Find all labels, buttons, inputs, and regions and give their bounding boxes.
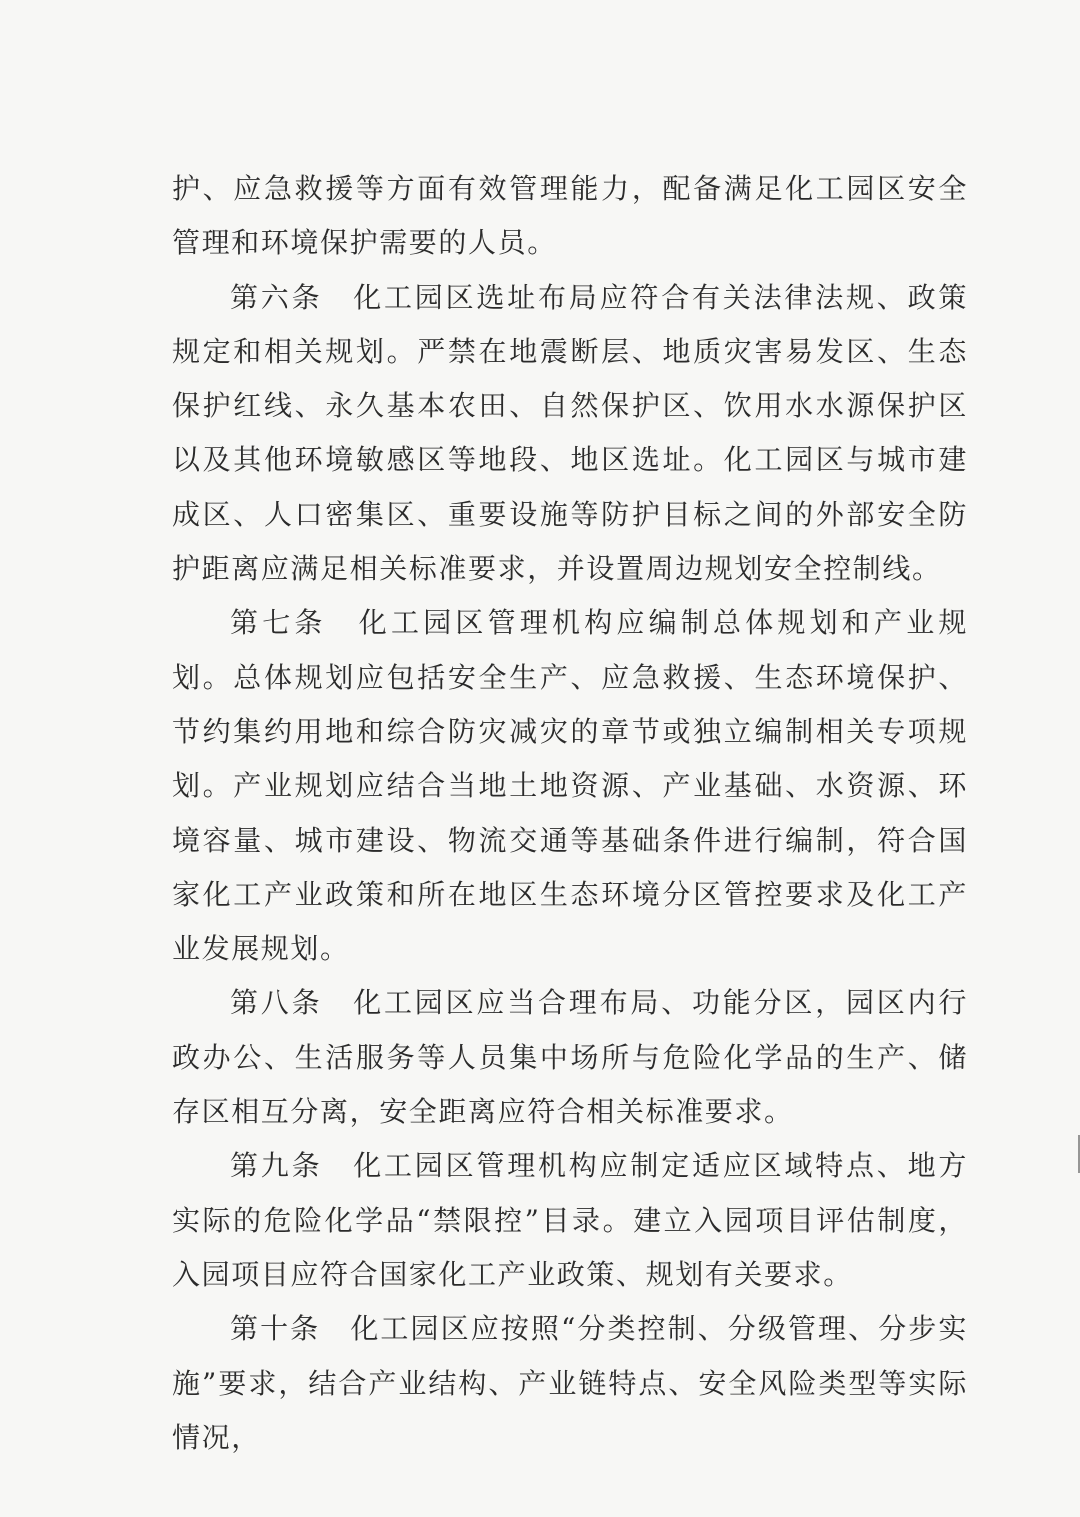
paragraph-article-7: 第七条 化工园区管理机构应编制总体规划和产业规划。总体规划应包括安全生产、应急救援、生态环境保护、节约集约用地和综合防灾减灾的章节或独立编制相关专项规划。产业规划应结合当地土地资源、产业基础、水资源、环境容量、城市建设、物流交通等基础条件进行编制，符合国家化工产业政策和所在地区生态环境分区管控要求及化工产业发展规划。 [172, 606, 968, 966]
paragraph-article-8: 第八条 化工园区应当合理布局、功能分区，园区内行政办公、生活服务等人员集中场所与危险化学品的生产、储存区相互分离，安全距离应符合相关标准要求。 [172, 986, 968, 1129]
paragraph-article-10: 第十条 化工园区应按照“分类控制、分级管理、分步实施”要求，结合产业结构、产业链特点、安全风险类型等实际情况， [172, 1312, 968, 1454]
paragraph-continuation: 护、应急救援等方面有效管理能力，配备满足化工园区安全管理和环境保护需要的人员。 [172, 172, 968, 260]
paragraph-article-6: 第六条 化工园区选址布局应符合有关法律法规、政策规定和相关规划。严禁在地震断层、地质灾害易发区、生态保护红线、永久基本农田、自然保护区、饮用水水源保护区以及其他环境敏感区等地段、地区选址。化工园区与城市建成区、人口密集区、重要设施等防护目标之间的外部安全防护距离应满足相关标准要求，并设置周边规划安全控制线。 [172, 280, 968, 586]
paragraph-article-9: 第九条 化工园区管理机构应制定适应区域特点、地方实际的危险化学品“禁限控”目录。建立入园项目评估制度，入园项目应符合国家化工产业政策、规划有关要求。 [172, 1149, 968, 1291]
document-body [172, 162, 968, 1465]
